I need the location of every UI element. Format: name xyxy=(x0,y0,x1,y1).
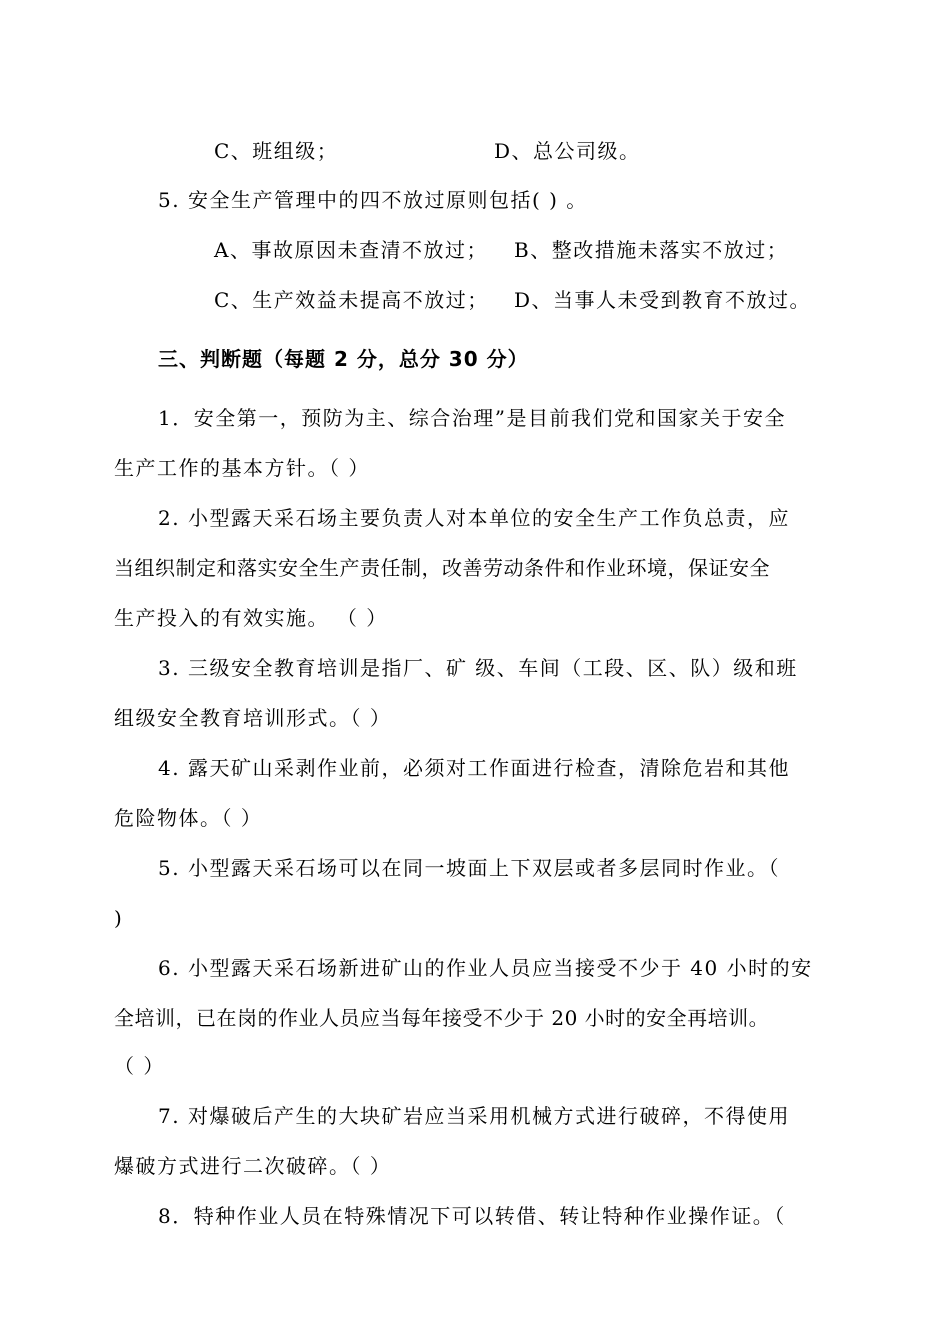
tf-q5-line-1: 5. 小型露天采石场可以在同一坡面上下双层或者多层同时作业。（ xyxy=(158,856,780,880)
tf-q7-line-1: 7. 对爆破后产生的大块矿岩应当采用机械方式进行破碎，不得使用 xyxy=(158,1104,790,1128)
q5-option-c: C、生产效益未提高不放过； xyxy=(214,288,489,312)
tf-q8-line-1: 8．特种作业人员在特殊情况下可以转借、转让特种作业操作证。（ xyxy=(158,1204,786,1228)
q5-stem: 5. 安全生产管理中的四不放过原则包括( ) 。 xyxy=(158,188,588,212)
q5-option-a: A、事故原因未查清不放过； xyxy=(214,238,488,262)
q4-option-d: D、总公司级。 xyxy=(494,139,641,163)
tf-q6-line-3: （ ） xyxy=(114,1054,165,1078)
tf-q2-line-3: 生产投入的有效实施。 （ ） xyxy=(114,606,388,630)
tf-q6-line-1: 6. 小型露天采石场新进矿山的作业人员应当接受不少于 40 小时的安 xyxy=(158,956,813,980)
tf-q4-line-2: 危险物体。（ ） xyxy=(114,806,263,830)
section-heading-true-false: 三、判断题（每题 2 分，总分 30 分） xyxy=(158,347,529,371)
tf-q7-line-2: 爆破方式进行二次破碎。（ ） xyxy=(114,1154,392,1178)
tf-q6-line-2: 全培训，已在岗的作业人员应当每年接受不少于 20 小时的安全再培训。 xyxy=(114,1006,770,1030)
tf-q2-line-2: 当组织制定和落实安全生产责任制，改善劳动条件和作业环境，保证安全 xyxy=(114,556,770,580)
tf-q1-line-1: 1．安全第一，预防为主、综合治理”是目前我们党和国家关于安全 xyxy=(158,406,786,430)
q4-option-c: C、班组级； xyxy=(214,139,339,163)
q5-option-b: B、整改措施未落实不放过； xyxy=(514,238,789,262)
tf-q3-line-1: 3. 三级安全教育培训是指厂、矿 级、车间（工段、区、队）级和班 xyxy=(158,656,798,680)
q5-option-d: D、当事人未受到教育不放过。 xyxy=(514,288,812,312)
tf-q5-line-2: ) xyxy=(114,906,124,930)
tf-q2-line-1: 2. 小型露天采石场主要负责人对本单位的安全生产工作负总责，应 xyxy=(158,506,790,530)
tf-q1-line-2: 生产工作的基本方针。（ ） xyxy=(114,456,370,480)
tf-q3-line-2: 组级安全教育培训形式。（ ） xyxy=(114,706,392,730)
tf-q4-line-1: 4. 露天矿山采剥作业前，必须对工作面进行检查，清除危岩和其他 xyxy=(158,756,790,780)
